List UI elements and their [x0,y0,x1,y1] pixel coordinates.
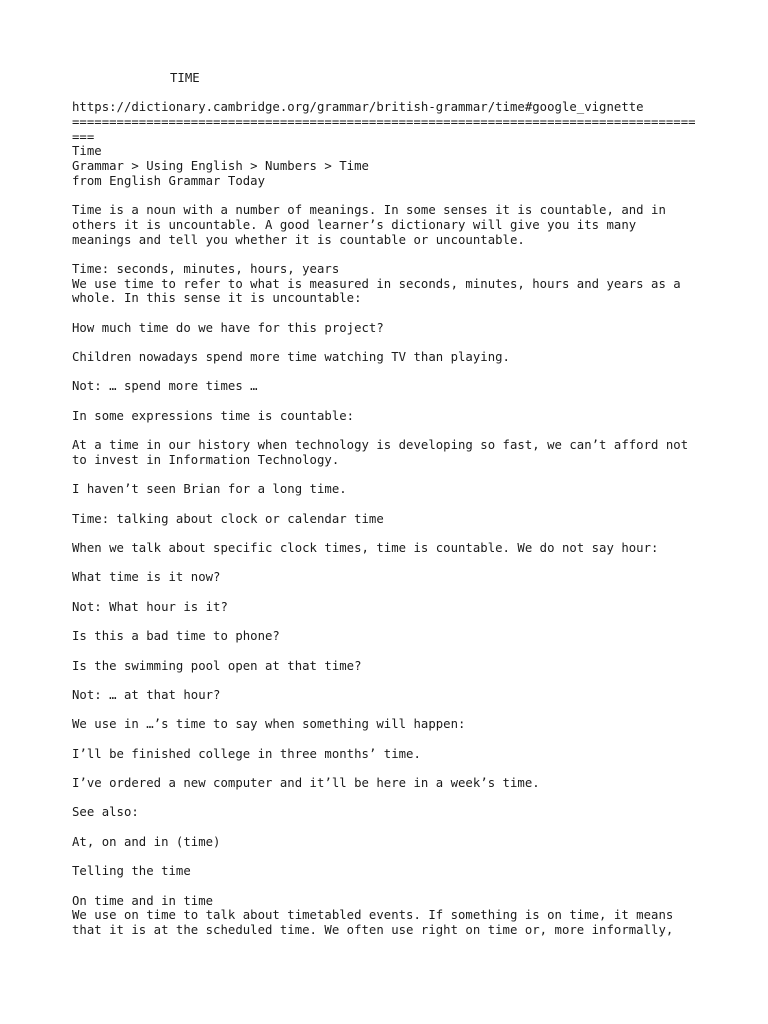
blank-line [72,820,712,835]
body-line: that it is at the scheduled time. We often use right on time or, more informally, [72,922,674,937]
blank-line [72,468,712,483]
breadcrumb: Grammar > Using English > Numbers > Time [72,159,369,174]
blank-line [72,614,712,629]
blank-line [72,673,712,688]
intro-line: others it is uncountable. A good learner’s dictionary will give you its many [72,217,637,232]
blank-line [72,761,712,776]
blank-line [72,879,712,894]
blank-line [72,644,712,659]
blank-line [72,424,712,439]
intro-line: meanings and tell you whether it is countable or uncountable. [72,232,525,247]
blank-line [72,247,712,262]
blank-line [72,189,712,204]
blank-line [72,394,712,409]
example-line: How much time do we have for this project? [72,320,384,335]
blank-line [72,556,712,571]
blank-line [72,849,712,864]
example-line: Not: … at that hour? [72,687,221,702]
blank-line [72,306,712,321]
blank-line [72,585,712,600]
example-line: I’ve ordered a new computer and it’ll be here in a week’s time. [72,776,540,790]
blank-line [72,335,712,350]
blank-line [72,732,712,747]
body-line: We use on time to talk about timetabled events. If something is on time, it means [72,908,674,923]
section-heading: Time: talking about clock or calendar time [72,511,384,526]
example-line: I’ll be finished college in three months’ time. [72,746,421,761]
rule-line: ==================================================================================== [72,115,696,130]
blank-line [72,526,712,541]
body-line: We use in …’s time to say when something will happen: [72,717,466,732]
example-line: Not: … spend more times … [72,379,258,394]
example-line: I haven’t seen Brian for a long time. [72,482,347,497]
example-line: to invest in Information Technology. [72,452,340,467]
example-line: Children nowadays spend more time watching TV than playing. [72,350,510,365]
body-line: whole. In this sense it is uncountable: [72,291,362,306]
body-line: We use time to refer to what is measured in seconds, minutes, hours and years as a [72,276,681,291]
see-also-link: Telling the time [72,864,191,879]
blank-line [72,86,712,101]
source-label: from English Grammar Today [72,173,266,188]
see-also-link: At, on and in (time) [72,834,221,849]
blank-line [72,703,712,718]
rule-line-continuation: === [72,129,95,144]
document-heading: TIME [170,71,200,85]
example-line: At a time in our history when technology is developing so fast, we can’t afford not [72,438,689,453]
example-line: Is this a bad time to phone? [72,629,280,644]
blank-line [72,365,712,380]
intro-line: Time is a noun with a number of meanings. In some senses it is countable, and in [72,203,666,218]
article-title: Time [72,144,102,159]
blank-line [72,791,712,806]
section-heading: On time and in time [72,893,214,908]
example-line: Not: What hour is it? [72,599,228,614]
example-line: Is the swimming pool open at that time? [72,658,362,673]
example-line: What time is it now? [72,570,221,585]
body-line: In some expressions time is countable: [72,408,355,423]
source-url: https://dictionary.cambridge.org/grammar/british-grammar/time#google_vignette [72,100,644,115]
blank-line [72,497,712,512]
body-line: When we talk about specific clock times, time is countable. We do not say hour: [72,541,659,555]
section-heading: Time: seconds, minutes, hours, years [72,261,340,276]
see-also-label: See also: [72,805,139,820]
document-body [72,71,712,938]
